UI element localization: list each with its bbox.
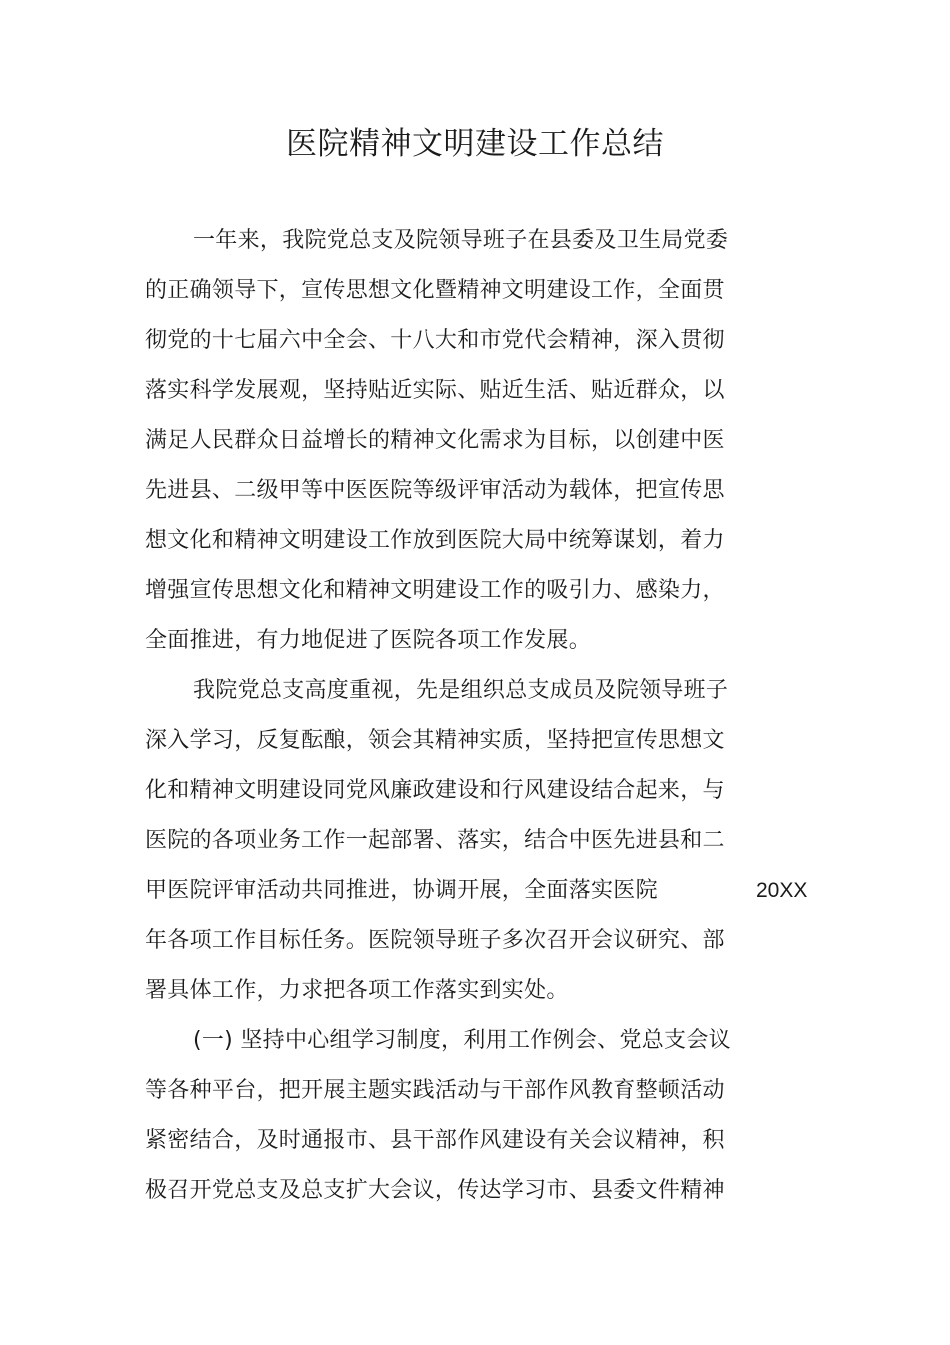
text-line-10: 我院党总支高度重视，先是组织总支成员及院领导班子	[193, 678, 729, 703]
text-line-6: 先进县、二级甲等中医医院等级评审活动为载体，把宣传思	[145, 478, 725, 503]
text-line-18: 等各种平台，把开展主题实践活动与干部作风教育整顿活动	[145, 1078, 725, 1103]
text-line-17: (一) 坚持中心组学习制度，利用工作例会、党总支会议	[193, 1028, 731, 1053]
text-line-19: 紧密结合，及时通报市、县干部作风建设有关会议精神，积	[145, 1128, 725, 1153]
text-line-2: 的正确领导下，宣传思想文化暨精神文明建设工作，全面贯	[145, 278, 725, 303]
text-line-20: 极召开党总支及总支扩大会议，传达学习市、县委文件精神	[145, 1178, 725, 1203]
text-line-5: 满足人民群众日益增长的精神文化需求为目标，以创建中医	[145, 428, 725, 453]
text-line-11: 深入学习，反复酝酿，领会其精神实质，坚持把宣传思想文	[145, 728, 725, 753]
text-line-12: 化和精神文明建设同党风廉政建设和行风建设结合起来，与	[145, 778, 725, 803]
text-line-16: 署具体工作，力求把各项工作落实到实处。	[145, 978, 569, 1003]
year-tag: 20XX	[756, 879, 808, 902]
text-line-14: 甲医院评审活动共同推进，协调开展，全面落实医院	[145, 878, 658, 903]
text-line-13: 医院的各项业务工作一起部署、落实，结合中医先进县和二	[145, 828, 725, 853]
text-line-4: 落实科学发展观，坚持贴近实际、贴近生活、贴近群众，以	[145, 378, 725, 403]
text-line-9: 全面推进，有力地促进了医院各项工作发展。	[145, 628, 592, 653]
text-line-8: 增强宣传思想文化和精神文明建设工作的吸引力、感染力，	[145, 578, 725, 603]
text-line-1: 一年来，我院党总支及院领导班子在县委及卫生局党委	[193, 228, 729, 253]
text-line-3: 彻党的十七届六中全会、十八大和市党代会精神，深入贯彻	[145, 328, 725, 353]
document-title: 医院精神文明建设工作总结	[286, 126, 664, 162]
text-line-15: 年各项工作目标任务。医院领导班子多次召开会议研究、部	[145, 928, 725, 953]
text-line-7: 想文化和精神文明建设工作放到医院大局中统筹谋划，着力	[145, 528, 725, 553]
